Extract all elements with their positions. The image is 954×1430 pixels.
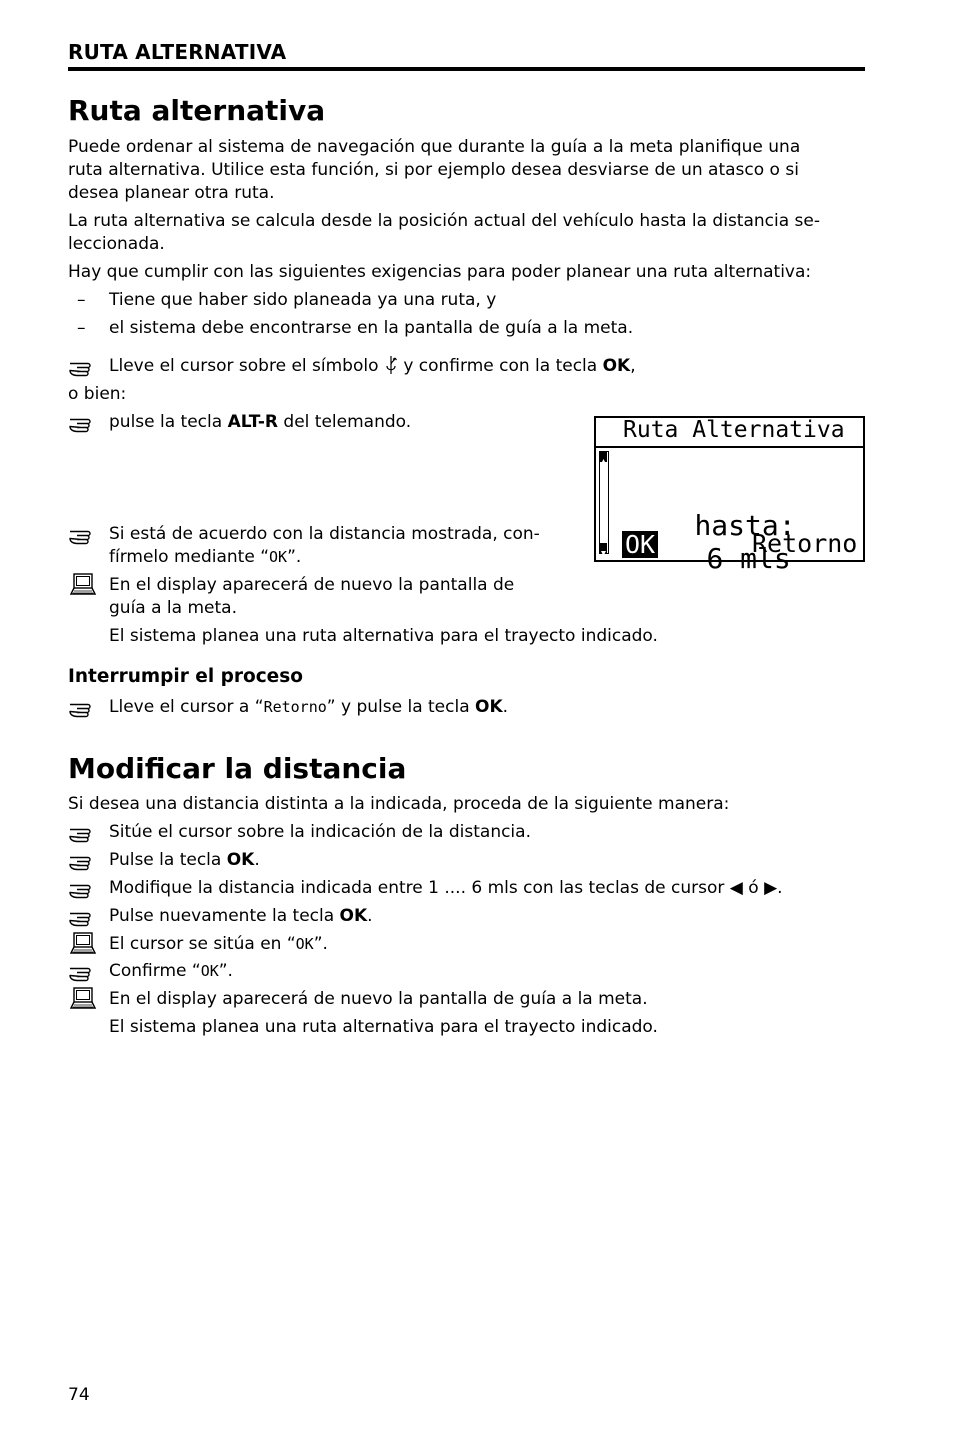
alternative-route-symbol-icon bbox=[384, 355, 398, 375]
display-term-ok: OK bbox=[200, 962, 219, 980]
punctuation: . bbox=[777, 878, 783, 898]
dash-bullet: – bbox=[77, 318, 86, 338]
step-text bbox=[109, 877, 783, 900]
header-rule bbox=[68, 67, 865, 71]
display-scrollbar[interactable] bbox=[599, 451, 609, 554]
step-text bbox=[109, 411, 411, 434]
step-text bbox=[109, 696, 508, 719]
key-ok: OK bbox=[602, 356, 631, 376]
paragraph-calculation bbox=[68, 210, 868, 256]
navigation-display bbox=[594, 416, 865, 575]
result-text: El sistema planea una ruta alternativa para el trayecto indicado. bbox=[109, 1017, 658, 1037]
scroll-up-arrow-icon[interactable] bbox=[600, 452, 607, 462]
section-title-ruta-alternativa: Ruta alternativa bbox=[68, 94, 326, 127]
step-text-part: Confirme “ bbox=[109, 961, 201, 981]
result-text: En el display aparecerá de nuevo la pantalla de guía a la meta. bbox=[109, 989, 648, 1009]
paragraph-modify-intro: Si desea una distancia distinta a la indicada, proceda de la siguiente manera: bbox=[68, 794, 730, 814]
result-text: En el display aparecerá de nuevo la pantalla de bbox=[109, 575, 515, 595]
step-text-part: pulse la tecla bbox=[109, 412, 223, 432]
result-text: El sistema planea una ruta alternativa para el trayecto indicado. bbox=[109, 626, 658, 646]
key-ok: OK bbox=[226, 850, 255, 870]
punctuation: . bbox=[367, 906, 373, 926]
subsection-title-interrumpir: Interrumpir el proceso bbox=[68, 666, 303, 687]
display-term-ok: OK bbox=[269, 548, 288, 566]
paragraph-line: ruta alternativa. Utilice esta función, si por ejemplo desea desviarse de un atasco o si bbox=[68, 160, 799, 180]
step-text: Si está de acuerdo con la distancia mostrada, con- bbox=[109, 524, 540, 544]
pointing-hand-icon bbox=[68, 877, 98, 900]
dash-bullet: – bbox=[77, 290, 86, 310]
display-ok-button[interactable]: OK bbox=[622, 531, 658, 558]
pointing-hand-icon bbox=[68, 849, 98, 872]
punctuation: . bbox=[502, 697, 509, 717]
key-ok: OK bbox=[475, 697, 503, 717]
section-title-modificar-distancia: Modificar la distancia bbox=[68, 752, 407, 785]
display-term-ok: OK bbox=[295, 935, 314, 953]
step-text: Sitúe el cursor sobre la indicación de la distancia. bbox=[109, 822, 531, 842]
pointing-hand-icon bbox=[68, 411, 98, 434]
page-number: 74 bbox=[68, 1385, 90, 1405]
pointing-hand-icon bbox=[68, 821, 98, 844]
punctuation: , bbox=[630, 356, 636, 376]
step-text-part: Pulse nuevamente la tecla bbox=[109, 906, 335, 926]
display-term-retorno: Retorno bbox=[263, 698, 327, 716]
laptop-display-icon bbox=[70, 987, 96, 1011]
step-text-part: El cursor se sitúa en “ bbox=[109, 934, 296, 954]
key-ok: OK bbox=[339, 906, 368, 926]
step-text-part: Modifique la distancia indicada entre 1 .... 6 mls con las teclas de cursor bbox=[109, 878, 725, 898]
step-text bbox=[109, 355, 636, 378]
paragraph-intro bbox=[68, 136, 868, 205]
step-text-part: ”. bbox=[218, 961, 233, 981]
paragraph-line: Hay que cumplir con las siguientes exigencias para poder planear una ruta alternativa: bbox=[68, 262, 812, 282]
laptop-display-icon bbox=[70, 932, 96, 956]
pointing-hand-icon bbox=[68, 960, 98, 983]
dash-item-text: Tiene que haber sido planeada ya una ruta, y bbox=[109, 290, 497, 310]
step-text bbox=[109, 960, 233, 983]
paragraph-line: Puede ordenar al sistema de navegación que durante la guía a la meta planifique una bbox=[68, 137, 801, 157]
or-text: o bien: bbox=[68, 384, 127, 404]
paragraph-line: leccionada. bbox=[68, 234, 165, 254]
pointing-hand-icon bbox=[68, 355, 98, 378]
pointing-hand-icon bbox=[68, 696, 98, 719]
step-text bbox=[109, 849, 260, 872]
step-text-part: Lleve el cursor sobre el símbolo bbox=[109, 356, 379, 376]
result-text: guía a la meta. bbox=[109, 598, 237, 618]
dash-item-text: el sistema debe encontrarse en la pantalla de guía a la meta. bbox=[109, 318, 634, 338]
result-text bbox=[109, 933, 328, 956]
key-alt-r: ALT-R bbox=[227, 412, 278, 432]
scroll-down-arrow-icon[interactable] bbox=[600, 543, 607, 553]
step-text bbox=[109, 546, 301, 569]
paragraph-line: desea planear otra ruta. bbox=[68, 183, 275, 203]
step-text bbox=[109, 905, 373, 928]
step-text-part: del telemando. bbox=[283, 412, 412, 432]
punctuation: . bbox=[254, 850, 260, 870]
laptop-display-icon bbox=[70, 573, 96, 597]
display-title: Ruta Alternativa bbox=[623, 417, 845, 443]
display-title-rule bbox=[596, 446, 863, 448]
running-head: RUTA ALTERNATIVA bbox=[68, 40, 287, 64]
step-text-part: y confirme con la tecla bbox=[403, 356, 598, 376]
step-text-part: ”. bbox=[287, 547, 302, 567]
step-text-part: ó bbox=[748, 878, 759, 898]
pointing-hand-icon bbox=[68, 523, 98, 546]
step-text-part: ”. bbox=[313, 934, 328, 954]
step-text-part: Pulse la tecla bbox=[109, 850, 222, 870]
paragraph-line: La ruta alternativa se calcula desde la posición actual del vehículo hasta la distancia se- bbox=[68, 211, 821, 231]
distance-label: hasta: bbox=[694, 509, 796, 542]
distance-value[interactable]: 6 mls bbox=[706, 542, 791, 575]
display-retorno-button[interactable]: Retorno bbox=[752, 529, 858, 558]
cursor-left-icon: ◀ bbox=[729, 878, 743, 898]
pointing-hand-icon bbox=[68, 905, 98, 928]
step-text-part: fírmelo mediante “ bbox=[109, 547, 270, 567]
step-text-part: Lleve el cursor a “ bbox=[109, 697, 264, 717]
paragraph-requirements bbox=[68, 261, 868, 284]
step-text-part: ” y pulse la tecla bbox=[326, 697, 470, 717]
cursor-right-icon: ▶ bbox=[764, 878, 778, 898]
